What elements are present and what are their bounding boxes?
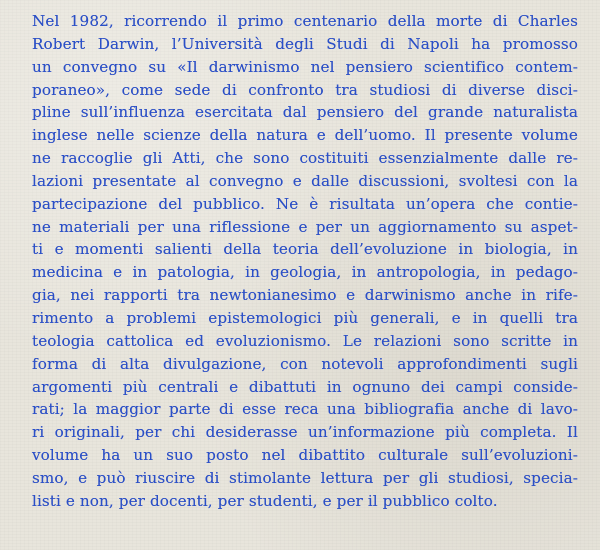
text-line-14: rimento a problemi epistemologici più generali, e in quelli tra [32, 308, 578, 327]
text-line-8: lazioni presentate al convegno e dalle discussioni, svoltesi con la [32, 171, 578, 190]
text-line-16: forma di alta divulgazione, con notevoli approfondimenti sugli [32, 354, 578, 373]
text-line-5: pline sull’influenza esercitata dal pensiero del grande naturalista [32, 103, 578, 122]
text-line-15: teologia cattolica ed evoluzionismo. Le relazioni sono scritte in [32, 331, 578, 350]
text-line-18: rati; la maggior parte di esse reca una bibliografia anche di lavo- [32, 400, 578, 419]
book-description-text [32, 10, 578, 513]
text-line-3: un convegno su «Il darwinismo nel pensiero scientifico contem- [32, 57, 578, 76]
text-line-12: medicina e in patologia, in geologia, in antropologia, in pedago- [32, 263, 578, 282]
text-line-11: ti e momenti salienti della teoria dell’evoluzione in biologia, in [32, 240, 578, 259]
text-line-4: poraneo», come sede di confronto tra studiosi di diverse disci- [32, 80, 578, 99]
text-line-1: Nel 1982, ricorrendo il primo centenario della morte di Charles [32, 12, 578, 30]
text-line-21: smo, e può riuscire di stimolante lettura per gli studiosi, specia- [32, 468, 578, 487]
text-line-9: partecipazione del pubblico. Ne è risultata un’opera che contie- [32, 194, 578, 213]
text-line-20: volume ha un suo posto nel dibattito culturale sull’evoluzioni- [32, 446, 578, 465]
text-line-19: ri originali, per chi desiderasse un’informazione più completa. Il [32, 423, 578, 442]
text-line-6: inglese nelle scienze della natura e dell’uomo. Il presente volume [32, 126, 578, 145]
text-line-10: ne materiali per una riflessione e per un aggiornamento su aspet- [32, 217, 578, 236]
text-line-13: gia, nei rapporti tra newtonianesimo e darwinismo anche in rife- [32, 286, 578, 305]
text-line-7: ne raccoglie gli Atti, che sono costituiti essenzialmente dalle re- [32, 149, 578, 168]
text-line-17: argomenti più centrali e dibattuti in ognuno dei campi conside- [32, 377, 578, 396]
text-line-22: listi e non, per docenti, per studenti, e per il pubblico colto. [32, 491, 498, 510]
text-line-2: Robert Darwin, l’Università degli Studi di Napoli ha promosso [32, 34, 578, 53]
